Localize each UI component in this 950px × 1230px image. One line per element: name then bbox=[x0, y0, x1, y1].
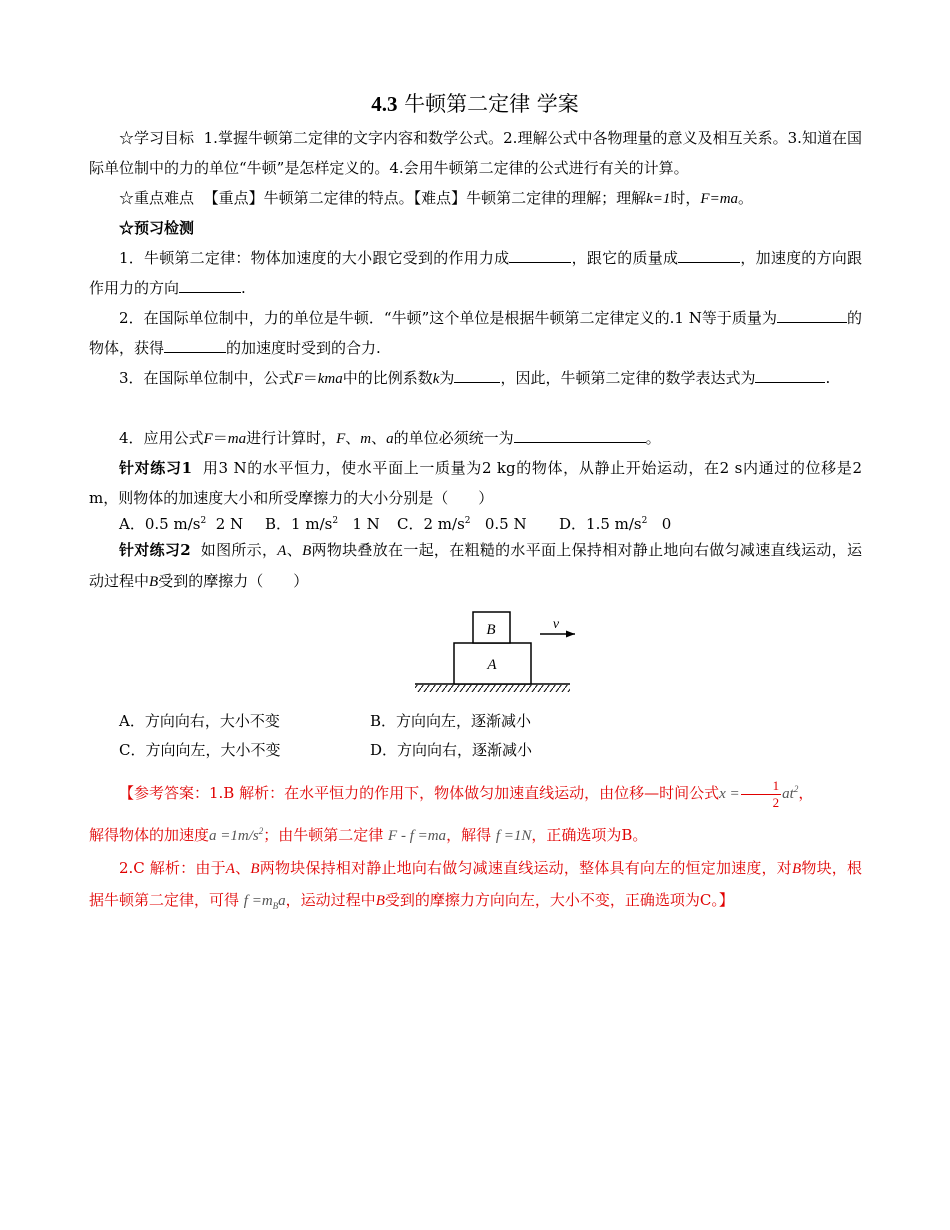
a1-x: x = bbox=[719, 786, 740, 802]
a2-eq-sub: B bbox=[272, 901, 279, 911]
practice2-options bbox=[119, 710, 819, 770]
a2-eq: f =m bbox=[243, 893, 273, 909]
a2-e: 受到的摩擦力方向向左，大小不变，正确选项为C。】 bbox=[384, 891, 734, 909]
option-d[interactable]: D．方向向右，逐渐减小 bbox=[370, 741, 533, 759]
a1-acc-sup: 2 bbox=[258, 826, 264, 836]
practice2-text-a: 如图所示， bbox=[200, 541, 278, 559]
option-accel: 0.5 m/s bbox=[144, 515, 201, 533]
q4-c: 的单位必须统一为 bbox=[393, 429, 514, 447]
q4-var: F bbox=[336, 431, 346, 447]
blank[interactable] bbox=[678, 246, 740, 263]
a2-var-a: A bbox=[225, 861, 235, 877]
preview-q2 bbox=[89, 303, 862, 363]
key-points bbox=[89, 183, 862, 214]
a2-var-b: B bbox=[250, 861, 260, 877]
a2-b: 两物块保持相对静止地向右做匀减速直线运动，整体具有向左的恒定加速度，对 bbox=[259, 859, 792, 877]
option-accel: 1 m/s bbox=[291, 515, 333, 533]
fraction bbox=[741, 778, 782, 811]
a2-d: ，运动过程中 bbox=[285, 891, 376, 909]
var-b: B bbox=[149, 574, 159, 590]
option-a[interactable]: A．方向向右，大小不变 bbox=[119, 712, 280, 730]
goals-text: 1.掌握牛顿第二定律的文字内容和数学公式。2.理解公式中各物理量的意义及相互关系。3.知道在国际单位制中的力的单位“牛顿”是怎样定义的。4.会用牛顿第二定律的公式进行有关的计算。 bbox=[89, 129, 862, 177]
learning-goals bbox=[89, 123, 862, 183]
practice2-text-c: 受到的摩擦力（ ） bbox=[158, 572, 309, 590]
arrow-head bbox=[566, 631, 575, 638]
q3-d: ，因此，牛顿第二定律的数学表达式为 bbox=[500, 369, 756, 387]
q4-ma: ma bbox=[227, 431, 247, 447]
a1-eq: F - f =ma bbox=[388, 828, 447, 844]
option-a[interactable] bbox=[119, 513, 243, 534]
a2-var-b: B bbox=[791, 861, 802, 877]
q1-b: ，跟它的质量成 bbox=[571, 249, 679, 267]
option-d[interactable] bbox=[559, 513, 671, 534]
q3-k: k bbox=[432, 371, 440, 387]
option-c[interactable]: C．方向向左，大小不变 bbox=[119, 741, 281, 759]
q4-b: 进行计算时， bbox=[246, 429, 337, 447]
blocks-figure bbox=[415, 608, 575, 698]
q1-c: ，加速度的方向跟作用力的方向 bbox=[89, 249, 862, 297]
a2-c: 物块，根据牛顿第二定律，可得 bbox=[89, 859, 862, 909]
practice2-label: 针对练习2 bbox=[119, 541, 191, 559]
option-letter: C． bbox=[397, 515, 424, 533]
cond-mid: 时， bbox=[670, 189, 701, 207]
q3-a: 3．在国际单位制中，公式 bbox=[119, 369, 294, 387]
option-letter: D． bbox=[559, 515, 587, 533]
key-tag: 【重点】 bbox=[203, 189, 264, 207]
q4-sep: 、 bbox=[371, 429, 387, 447]
a1-line2d: ，正确选项为B。 bbox=[531, 826, 648, 844]
a2-eq-end: a bbox=[278, 893, 286, 909]
q1-a: 1．牛顿第二定律：物体加速度的大小跟它受到的作用力成 bbox=[119, 249, 510, 267]
blank[interactable] bbox=[514, 426, 646, 443]
blank[interactable] bbox=[454, 366, 500, 383]
a2-var-b: B bbox=[375, 893, 385, 909]
q4-var: m bbox=[360, 431, 372, 447]
q3-e: . bbox=[825, 369, 831, 387]
q3-f: F bbox=[293, 371, 303, 387]
blank[interactable] bbox=[164, 336, 226, 353]
answer-1-line2 bbox=[89, 820, 862, 851]
q4-d: 。 bbox=[645, 429, 661, 447]
a1-f: f =1N bbox=[495, 828, 532, 844]
option-force: 1 N bbox=[352, 515, 380, 533]
a1-at: at bbox=[782, 786, 794, 802]
cond: k=1 bbox=[646, 191, 671, 207]
q3-eq: ＝ bbox=[302, 369, 318, 387]
var-a: A bbox=[277, 543, 287, 559]
a1-line2a: 解得物体的加速度 bbox=[89, 826, 210, 844]
var-b: B bbox=[302, 543, 312, 559]
option-accel: 2 m/s bbox=[423, 515, 465, 533]
option-force: 2 N bbox=[215, 515, 244, 533]
key-text: 牛顿第二定律的特点。 bbox=[263, 189, 414, 207]
answer-2 bbox=[89, 853, 862, 922]
q3-kma: kma bbox=[317, 371, 343, 387]
option-sup: 2 bbox=[641, 516, 648, 526]
practice1-text: 用3 N的水平恒力，使水平面上一质量为2 kg的物体，从静止开始运动，在2 s内通过的位移是2 m，则物体的加速度大小和所受摩擦力的大小分别是（ ） bbox=[89, 459, 863, 507]
block-b-label: B bbox=[486, 622, 496, 638]
option-b[interactable]: B．方向向左，逐渐减小 bbox=[370, 712, 532, 730]
title-number: 4.3 bbox=[371, 92, 398, 116]
preview-q4 bbox=[89, 423, 862, 454]
key-end: 。 bbox=[738, 189, 754, 207]
page-title bbox=[0, 88, 950, 118]
a1-comma: ， bbox=[798, 784, 814, 802]
a1-head: 【参考答案：1.B 解析：在水平恒力的作用下，物体做匀加速直线运动，由位移—时间公式 bbox=[119, 784, 720, 802]
blank[interactable] bbox=[777, 306, 847, 323]
frac-den: 2 bbox=[772, 794, 780, 810]
answer-1 bbox=[89, 775, 862, 812]
practice2-text-b: 两物块叠放在一起，在粗糙的水平面上保持相对静止地向右做匀减速直线运动，运动过程中 bbox=[89, 541, 862, 590]
a1-at-sup: 2 bbox=[793, 784, 799, 794]
key-points-label: ☆重点难点 bbox=[119, 189, 195, 207]
hard-text: 牛顿第二定律的理解；理解 bbox=[466, 189, 647, 207]
practice1-question bbox=[89, 453, 862, 513]
practice2-question bbox=[89, 535, 862, 597]
velocity-label: v bbox=[552, 617, 560, 632]
goals-label: ☆学习目标 bbox=[119, 129, 195, 147]
option-accel: 1.5 m/s bbox=[586, 515, 642, 533]
blank[interactable] bbox=[179, 276, 241, 293]
q2-a: 2．在国际单位制中，力的单位是牛顿．“牛顿”这个单位是根据牛顿第二定律定义的.1 N等于质量为 bbox=[119, 309, 777, 327]
q2-c: 的加速度时受到的合力. bbox=[226, 339, 381, 357]
q4-a: 4．应用公式 bbox=[119, 429, 204, 447]
blank[interactable] bbox=[755, 366, 825, 383]
a2-a: 2.C 解析：由于 bbox=[119, 859, 226, 877]
block-a-label: A bbox=[487, 657, 497, 673]
a1-line2c: ，解得 bbox=[446, 826, 492, 844]
option-letter: B． bbox=[265, 515, 292, 533]
q4-var: a bbox=[386, 431, 394, 447]
title-text: 牛顿第二定律 学案 bbox=[404, 92, 579, 116]
hard-tag: 【难点】 bbox=[413, 189, 467, 207]
option-sup: 2 bbox=[200, 516, 207, 526]
q2-b: 的物体，获得 bbox=[89, 309, 862, 357]
q4-f: F bbox=[203, 431, 213, 447]
a1-line2b: ；由牛顿第二定律 bbox=[263, 826, 384, 844]
sep: 、 bbox=[286, 541, 303, 559]
ground-hatch bbox=[415, 685, 570, 692]
q4-sep: 、 bbox=[345, 429, 361, 447]
option-letter: A． bbox=[119, 515, 145, 533]
option-c[interactable] bbox=[397, 513, 527, 534]
option-b[interactable] bbox=[265, 513, 380, 534]
formula: F=ma bbox=[700, 191, 739, 207]
preview-q1 bbox=[89, 243, 862, 303]
option-force: 0.5 N bbox=[484, 515, 527, 533]
practice1-label: 针对练习1 bbox=[119, 459, 193, 477]
a2-sep: 、 bbox=[234, 859, 251, 877]
option-force: 0 bbox=[661, 515, 672, 533]
q1-d: . bbox=[241, 279, 246, 297]
q3-b: 中的比例系数 bbox=[342, 369, 433, 387]
option-sup: 2 bbox=[464, 516, 471, 526]
frac-num: 1 bbox=[741, 778, 782, 795]
q4-eq: ＝ bbox=[212, 429, 228, 447]
q3-c: 为 bbox=[439, 369, 455, 387]
a1-acc: a =1m/s bbox=[209, 828, 259, 844]
preview-label: ☆预习检测 bbox=[119, 219, 195, 237]
preview-q3 bbox=[89, 363, 862, 394]
blank[interactable] bbox=[509, 246, 571, 263]
option-sup: 2 bbox=[332, 516, 339, 526]
